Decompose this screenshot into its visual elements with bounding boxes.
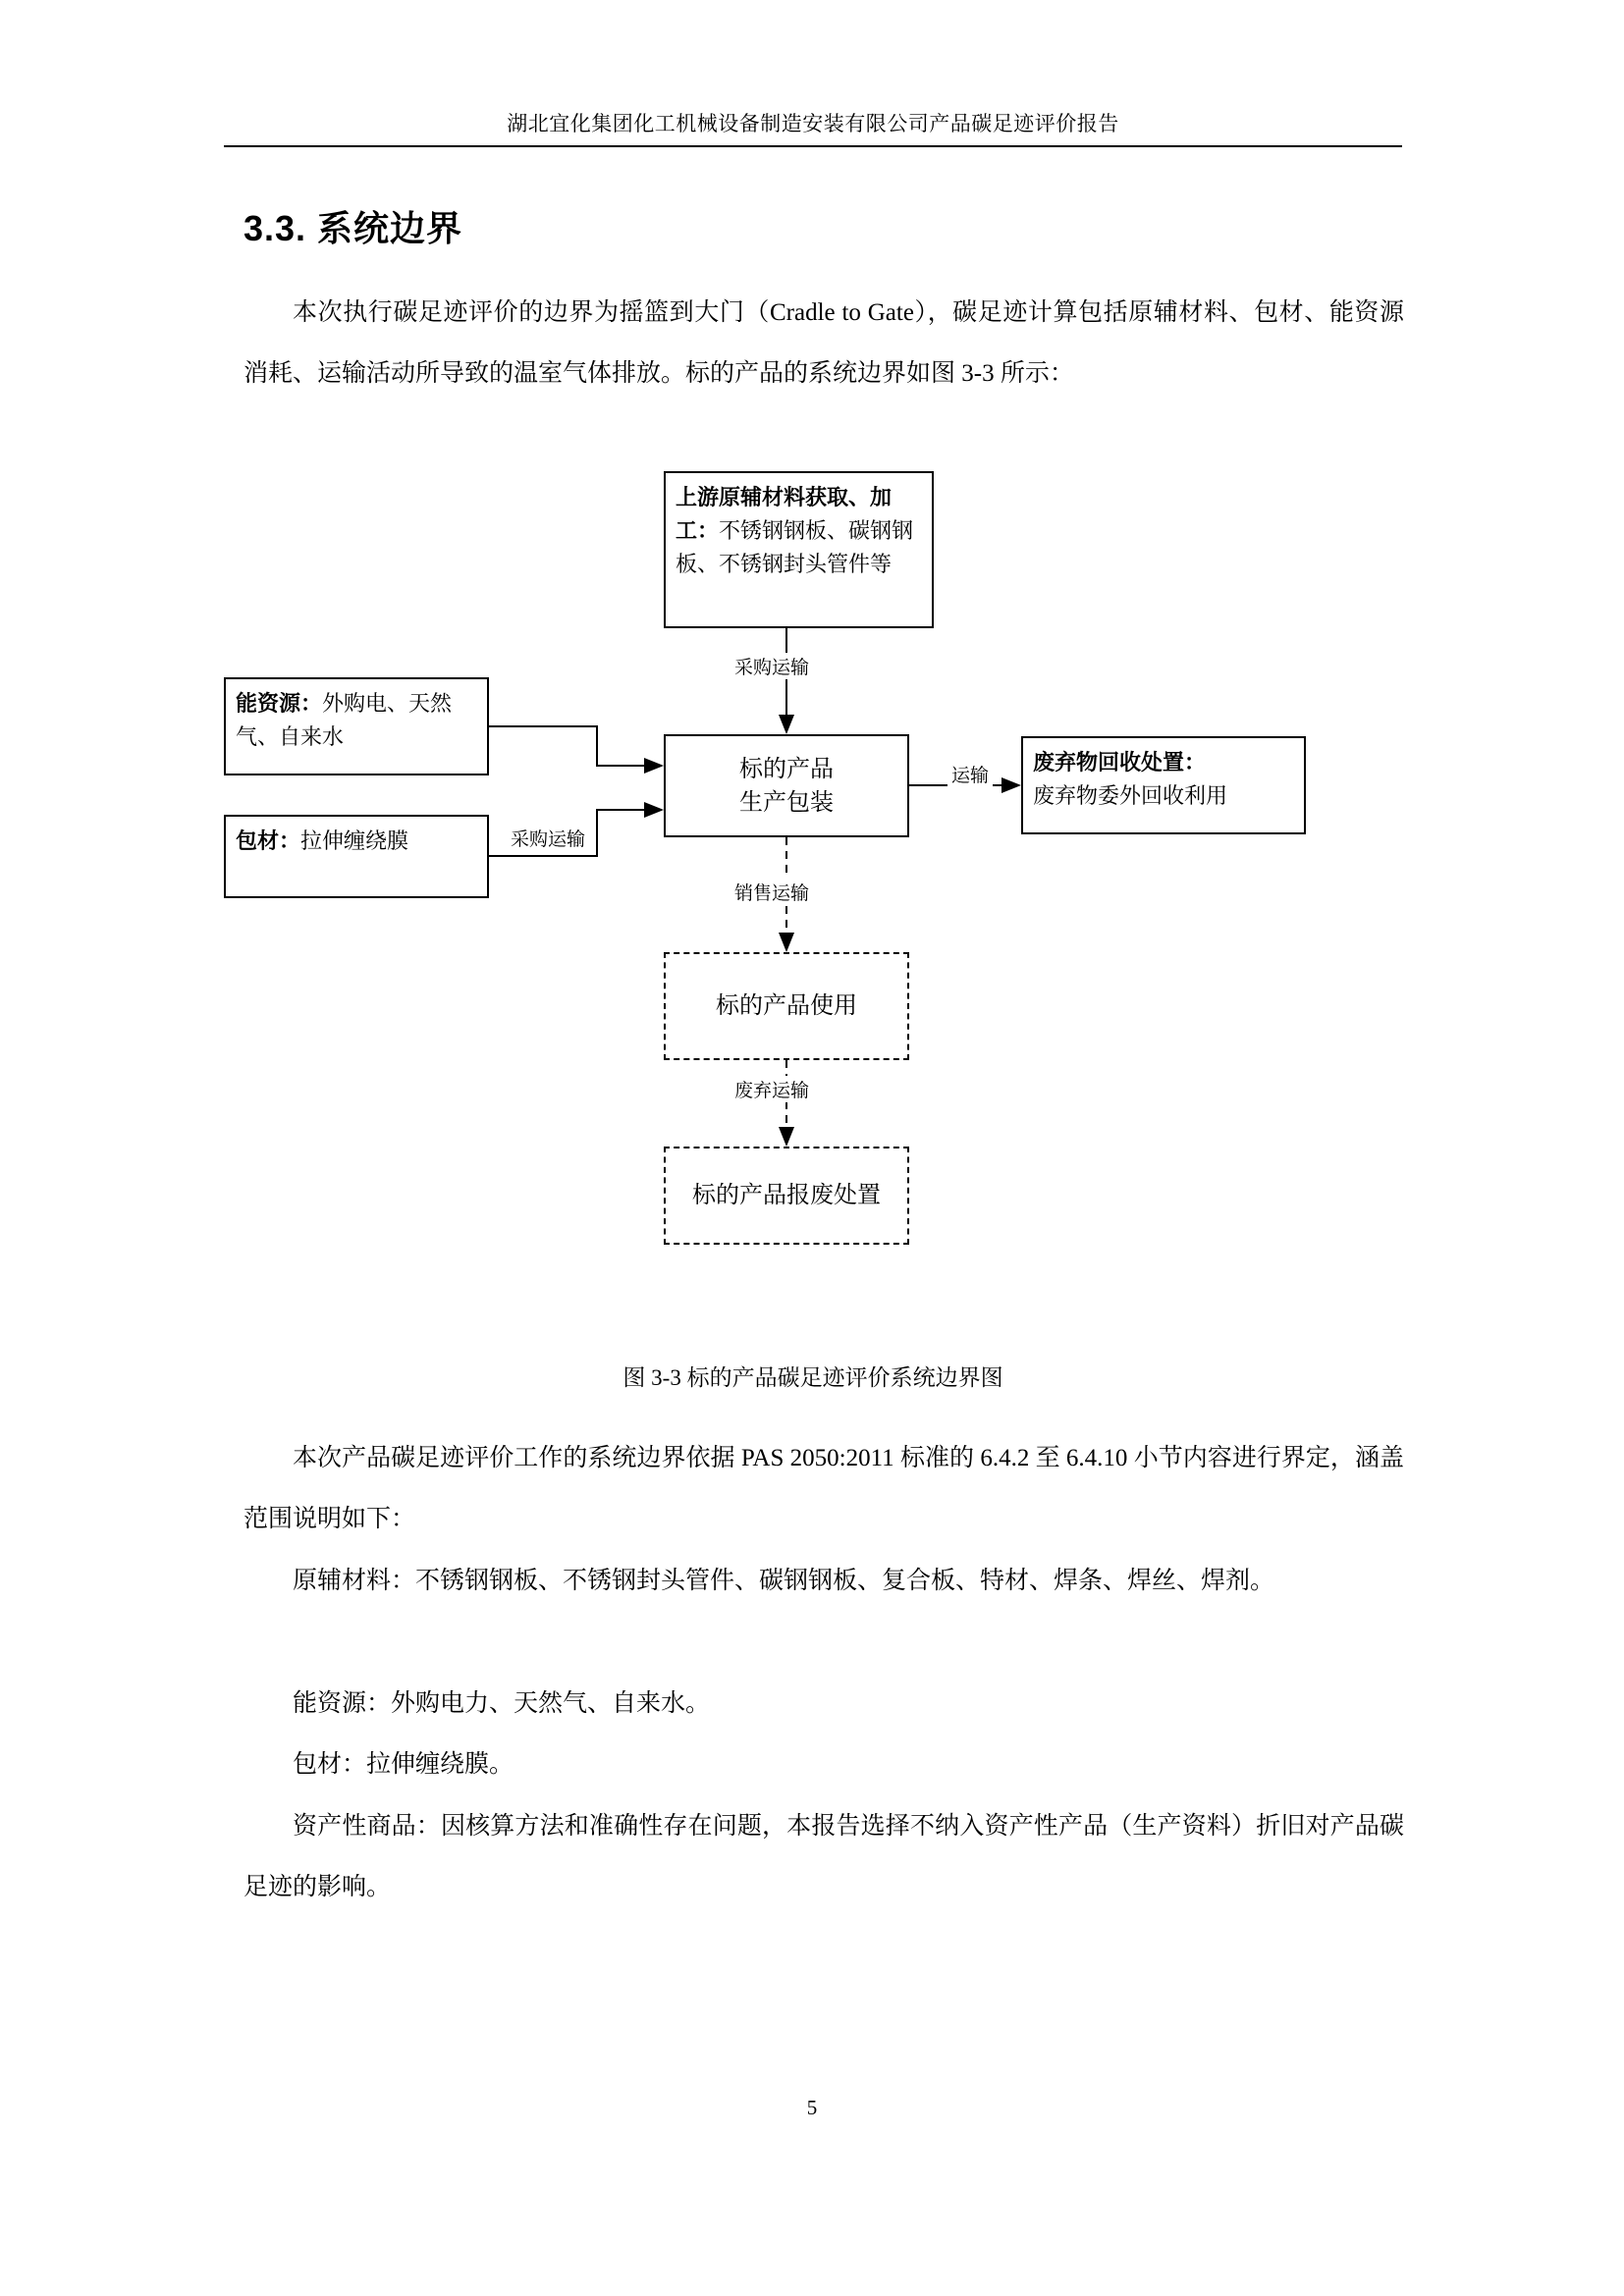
- node-energy-body: 外购电、天然气、自来水: [236, 691, 453, 749]
- page-number: 5: [806, 2096, 818, 2119]
- node-upstream-body: 不锈钢钢板、碳钢钢板、不锈钢封头管件等: [676, 518, 914, 576]
- edge-label-sales-transport: 销售运输: [731, 879, 813, 905]
- paragraph-assets: 资产性商品：因核算方法和准确性存在问题，本报告选择不纳入资产性产品（生产资料）折旧对产品碳足迹的影响。: [244, 1813, 1404, 1900]
- header-divider: [224, 145, 1402, 147]
- node-packaging: [224, 815, 489, 898]
- node-packaging-label: 包材：: [236, 828, 301, 853]
- edge-label-scrap-transport: 废弃运输: [731, 1076, 813, 1102]
- system-boundary-diagram: [224, 471, 1402, 1345]
- node-product-scrap: 标的产品报废处置: [664, 1147, 909, 1245]
- node-main-line1: 标的产品: [739, 756, 834, 782]
- node-waste-recycling: [1021, 736, 1306, 834]
- edge-label-transport-right: 运输: [947, 761, 993, 787]
- paragraph-after-figure: 本次产品碳足迹评价工作的系统边界依据 PAS 2050:2011 标准的 6.4.2 至 6.4.10 小节内容进行界定，涵盖范围说明如下：: [244, 1445, 1404, 1532]
- figure-caption: 图 3-3 标的产品碳足迹评价系统边界图: [623, 1365, 1003, 1390]
- node-waste-label: 废弃物回收处置：: [1033, 750, 1207, 774]
- node-energy-label: 能资源：: [236, 691, 323, 716]
- node-energy-resources: [224, 677, 489, 775]
- edge-label-purchase-transport-top: 采购运输: [731, 653, 813, 679]
- node-main-line2: 生产包装: [739, 789, 834, 816]
- node-waste-body: 废弃物委外回收利用: [1033, 783, 1228, 808]
- running-header: 湖北宜化集团化工机械设备制造安装有限公司产品碳足迹评价报告: [507, 112, 1119, 135]
- node-upstream-label: 上游原辅材料获取、加工：: [676, 485, 893, 543]
- paragraph-intro: 本次执行碳足迹评价的边界为摇篮到大门（Cradle to Gate），碳足迹计算包括原辅材料、包材、能资源消耗、运输活动所导致的温室气体排放。标的产品的系统边界如图 3-3 所示：: [244, 299, 1404, 387]
- node-packaging-body: 拉伸缠绕膜: [300, 828, 409, 853]
- section-heading: 3.3. 系统边界: [244, 208, 463, 248]
- paragraph-materials: 原辅材料：不锈钢钢板、不锈钢封头管件、碳钢钢板、复合板、特材、焊条、焊丝、焊剂。: [293, 1568, 1275, 1594]
- edge-label-purchase-transport-left: 采购运输: [507, 825, 589, 851]
- paragraph-energy: 能资源：外购电力、天然气、自来水。: [293, 1690, 711, 1717]
- node-product-use: 标的产品使用: [664, 952, 909, 1060]
- paragraph-packaging: 包材：拉伸缠绕膜。: [293, 1751, 514, 1778]
- node-upstream-materials: [664, 471, 934, 628]
- node-product-production: [664, 734, 909, 837]
